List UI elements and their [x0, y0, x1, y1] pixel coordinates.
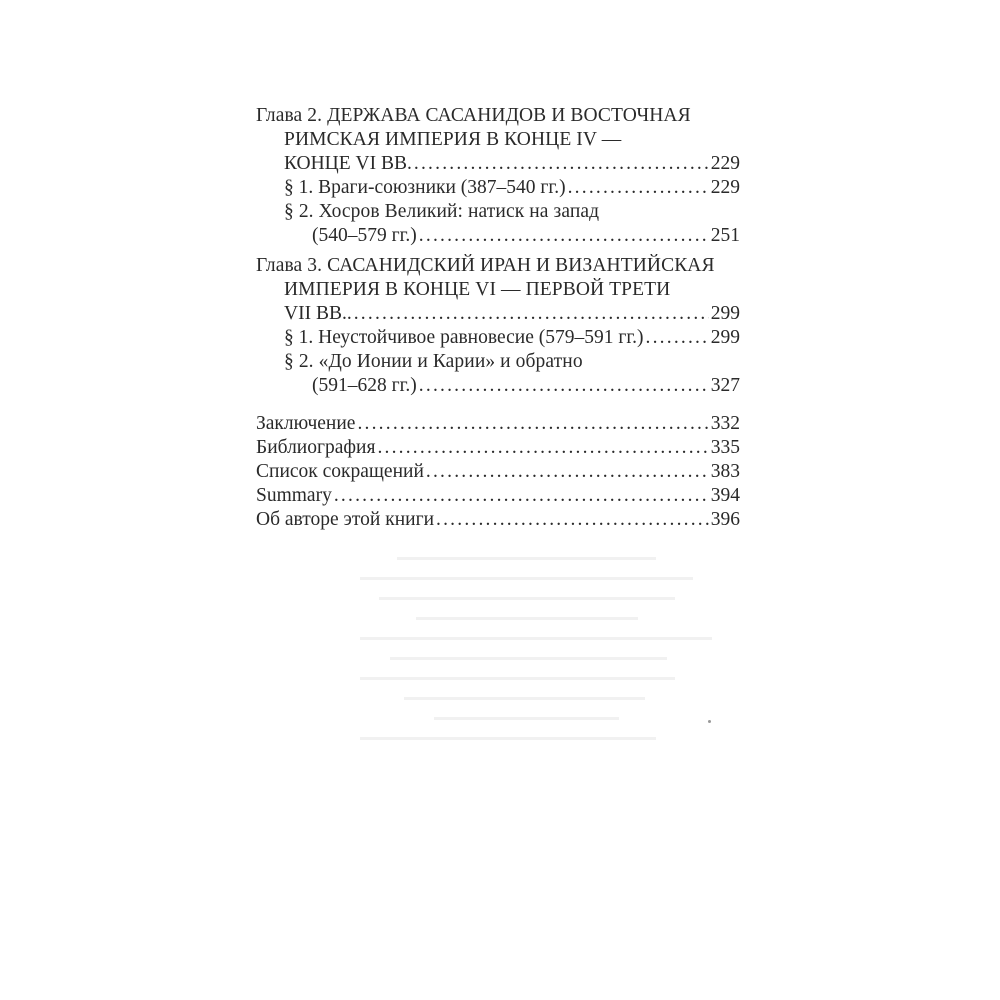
chapter-3-title-entry	[256, 302, 740, 326]
entry-label: Список сокращений	[256, 461, 424, 482]
dot-leader	[414, 152, 709, 176]
dot-leader	[419, 224, 709, 248]
toc-section-entry	[256, 326, 740, 350]
entry-label: Заключение	[256, 413, 356, 434]
chapter-2-title-line-2: РИМСКАЯ ИМПЕРИЯ В КОНЦЕ IV —	[284, 129, 622, 150]
page-number: 229	[710, 153, 740, 174]
chapter-2-title-line-3: КОНЦЕ VI ВВ.	[284, 153, 412, 174]
chapter-3-title-line-2: ИМПЕРИЯ В КОНЦЕ VI — ПЕРВОЙ ТРЕТИ	[284, 279, 671, 300]
page-number: 383	[710, 461, 740, 482]
page-number: 332	[710, 413, 740, 434]
chapter-2-title-entry	[256, 152, 740, 176]
dot-leader	[334, 484, 709, 508]
table-of-contents	[256, 104, 740, 532]
toc-back-matter	[256, 412, 740, 532]
page-number: 327	[710, 375, 740, 396]
dot-leader	[357, 412, 708, 436]
dot-leader	[568, 176, 709, 200]
page-number: 251	[710, 225, 740, 246]
toc-chapter-3	[256, 254, 740, 398]
toc-entry-abbreviations	[256, 460, 740, 484]
section-label: § 1. Враги-союзники (387–540 гг.)	[284, 177, 566, 198]
toc-entry-bibliography	[256, 436, 740, 460]
toc-entry-conclusion	[256, 412, 740, 436]
page-number: 335	[710, 437, 740, 458]
toc-section-entry	[256, 176, 740, 200]
chapter-3-title-line-3: VII ВВ..	[284, 303, 352, 324]
toc-chapter-2	[256, 104, 740, 248]
dot-leader	[436, 508, 709, 532]
toc-entry-about-author	[256, 508, 740, 532]
chapter-2-title-line-1: Глава 2. ДЕРЖАВА САСАНИДОВ И ВОСТОЧНАЯ	[256, 105, 691, 126]
entry-label: Об авторе этой книги	[256, 509, 435, 530]
chapter-3-title-line-1: Глава 3. САСАНИДСКИЙ ИРАН И ВИЗАНТИЙСКАЯ	[256, 255, 715, 276]
section-label: § 1. Неустойчивое равновесие (579–591 гг.)	[284, 327, 644, 348]
page-number: 299	[710, 327, 740, 348]
dot-leader	[377, 436, 708, 460]
section-label-line-2: (540–579 гг.)	[312, 225, 417, 246]
spacer	[256, 404, 740, 412]
dot-leader	[354, 302, 709, 326]
page-number: 394	[710, 485, 740, 506]
paper-speck	[708, 720, 711, 723]
toc-entry-summary	[256, 484, 740, 508]
show-through-texture	[360, 540, 730, 800]
section-label-line-2: (591–628 гг.)	[312, 375, 417, 396]
section-label-line-1: § 2. «До Ионии и Карии» и обратно	[284, 351, 583, 372]
dot-leader	[419, 374, 709, 398]
dot-leader	[426, 460, 709, 484]
entry-label: Summary	[256, 485, 332, 506]
entry-label: Библиография	[256, 437, 376, 458]
dot-leader	[646, 326, 709, 350]
page-number: 229	[710, 177, 740, 198]
page-number: 299	[710, 303, 740, 324]
toc-section-entry	[256, 374, 740, 398]
section-label-line-1: § 2. Хосров Великий: натиск на запад	[284, 201, 600, 222]
page-number: 396	[710, 509, 740, 530]
toc-section-entry	[256, 224, 740, 248]
